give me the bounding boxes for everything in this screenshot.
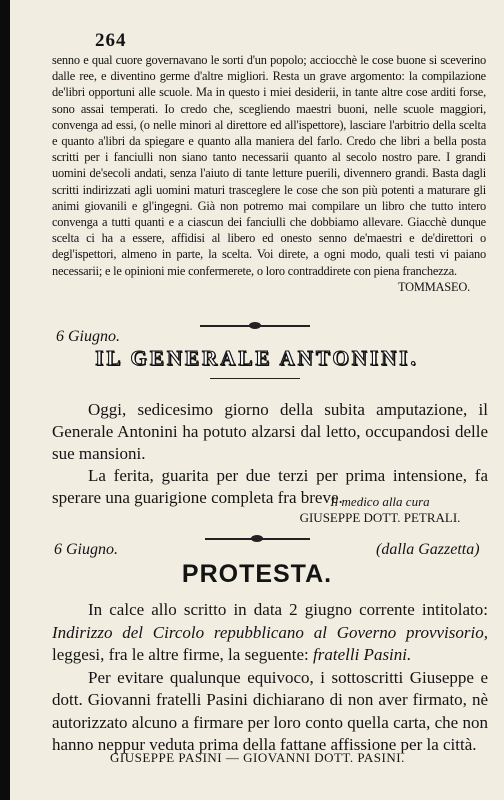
page-number: 264 (95, 30, 127, 51)
signature-name: GIUSEPPE DOTT. PETRALI. (299, 510, 461, 525)
protesta-paragraph-2: Per evitare qualunque equivoco, i sottoscritti Giuseppe e dott. Giovanni fratelli Pasini dichiarano di non aver firmato, nè autorizzato alcuno a firmare per loro conto quella carta, che non hanno neppur veduta prima della fattane affissione per la città. (52, 667, 488, 754)
antonini-body (52, 399, 488, 509)
petrali-signature (280, 494, 480, 526)
protesta-body (52, 599, 488, 757)
tommaseo-signature: TOMMASEO. (398, 279, 470, 294)
top-section (52, 52, 486, 295)
protesta-date: 6 Giugno. (54, 541, 118, 558)
antonini-title: IL GENERALE ANTONINI. (95, 346, 419, 370)
pasini-signature: GIUSEPPE PASINI — GIOVANNI DOTT. PASINI. (110, 750, 405, 765)
antonini-paragraph-1: Oggi, sedicesimo giorno della subita amputazione, il Generale Antonini ha potuto alzarsi dal letto, occupandosi delle sue mansioni. (52, 400, 488, 463)
protesta-paragraph-1: In calce allo scritto in data 2 giugno corrente intitolato: Indirizzo del Circolo repubblicano al Governo provvisorio, leggesi, fra le altre firme, la seguente: fratelli Pasini. (52, 600, 488, 664)
top-paragraph: senno e qual cuore governavano le sorti d'un popolo; acciocchè le cose buone si sceverino dalle ree, e diventino germe d'altre migliori. Resta un grave argomento: la compilazione de'libri opportuni alle scuole. Ma in questo i miei desiderii, in tante altre cose arditi forse, sono assai temperati. Io credo che, scegliendo maestri buoni, nelle scuole maggiori, convenga ad essi, (o nelle minori al direttore ed all'ispettore), lasciare l'arbitrio della scelta e quanto a'libri da spiegare e quanto alla maniera del farlo. Credo che libri a bella posta scritti per i fanciulli non siano tanto necessarii quanto al secolo nostro pare. I grandi uomini de'secoli andati, senza l'aiuto di tante letture puerili, divennero grandi. Basta dagli scritti indirizzati agli uomini maturi trasceglere le cose che son più potenti a maturare gli animi giovanili e gl'ingegni. Già non potremo mai compilare un libro che tutto intero convenga a tutti quanti e a ciascun dei fanciulli che dobbiamo allevare. Giacchè dunque scelta ci ha a essere, affidisi al libero ed onesto senno de'maestri e de'direttori o degl'ispettori, almeno in parte, la scelta. Voi direte, a ogni modo, quali testi vi paiano necessarii; e le opinioni mie confermerete, o loro contraddirete con piena franchezza. (52, 53, 486, 278)
antonini-paragraph-2: La ferita, guarita per due terzi per prima intensione, fa sperare una guarigione completa fra breve. (52, 466, 488, 507)
protesta-title: PROTESTA. (181, 560, 333, 588)
book-page (10, 0, 504, 800)
protesta-source: (dalla Gazzetta) (376, 541, 480, 558)
signature-role: Il medico alla cura (330, 494, 430, 509)
antonini-date: 6 Giugno. (56, 328, 120, 345)
